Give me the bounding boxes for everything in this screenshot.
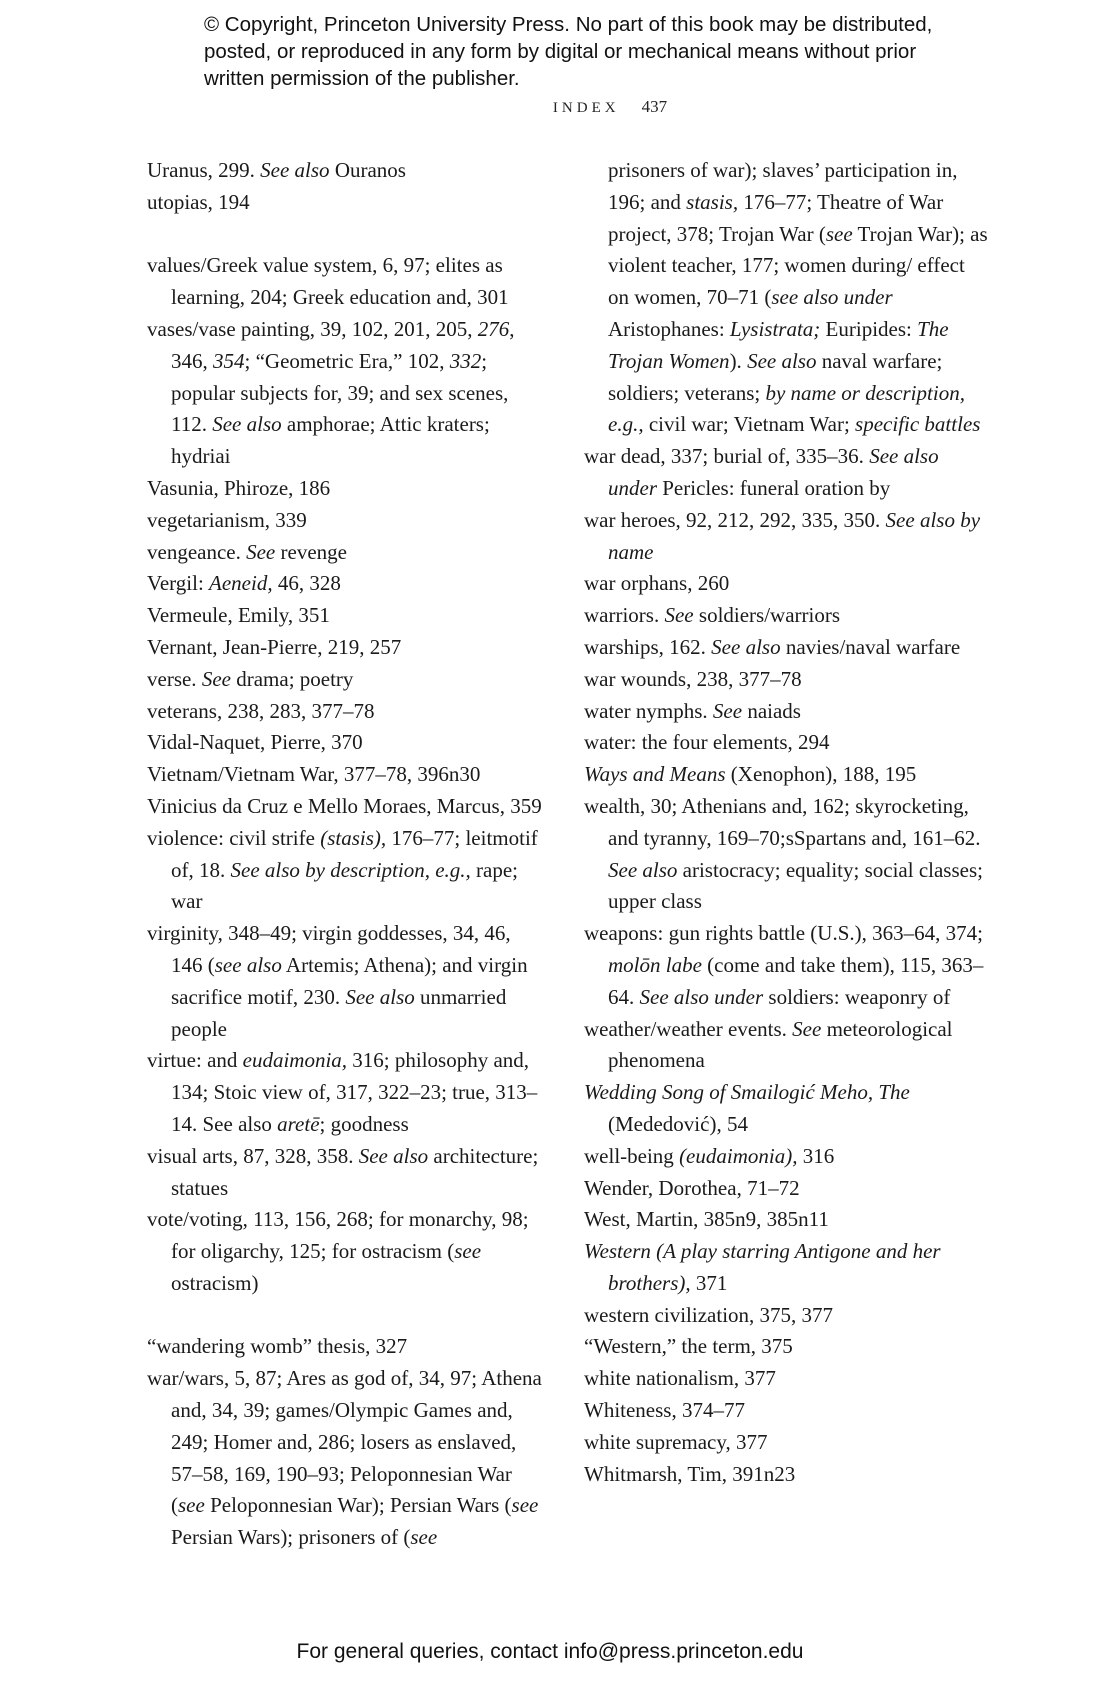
- index-entry: virginity, 348–49; virgin goddesses, 34, 46, 146 (see also Artemis; Athena); and virgin sacrifice motif, 230. See also unmarried people: [147, 921, 528, 1041]
- index-entry: white nationalism, 377: [584, 1366, 776, 1391]
- index-entry: water nymphs. See naiads: [584, 698, 801, 723]
- index-entry: war dead, 337; burial of, 335–36. See also under Pericles: funeral oration by: [584, 444, 939, 500]
- index-entry: war wounds, 238, 377–78: [584, 666, 802, 691]
- index-entry: virtue: and eudaimonia, 316; philosophy and, 134; Stoic view of, 317, 322–23; true, 313–14. See also aretē; goodness: [147, 1048, 538, 1136]
- index-entry: utopias, 194: [147, 189, 250, 214]
- running-head-label: INDEX: [552, 100, 620, 116]
- index-entry: vote/voting, 113, 156, 268; for monarchy, 98; for oligarchy, 125; for ostracism (see ostracism): [147, 1207, 529, 1295]
- index-entry: water: the four elements, 294: [584, 730, 830, 755]
- index-entry: Ways and Means (Xenophon), 188, 195: [584, 762, 917, 787]
- index-entry: white supremacy, 377: [584, 1429, 768, 1454]
- running-head: [0, 97, 1100, 117]
- index-entry: war orphans, 260: [584, 571, 730, 596]
- index-entry: values/Greek value system, 6, 97; elites as learning, 204; Greek education and, 301: [147, 253, 509, 310]
- index-entry: violence: civil strife (stasis), 176–77; leitmotif of, 18. See also by description, e.g., rape; war: [147, 825, 538, 914]
- index-entry: visual arts, 87, 328, 358. See also architecture; statues: [147, 1143, 539, 1200]
- index-entry: prisoners of war); slaves’ participation in, 196; and stasis, 176–77; Theatre of War project, 378; Trojan War (see Trojan War); as violent teacher, 177; women during/ effect on women, 70–71 (see also under Aristophanes: Lysistrata; Euripides: The Trojan Women). See also naval warfare; soldiers; veterans; by name or description, e.g., civil war; Vietnam War; specific battles: [608, 158, 988, 437]
- index-entry: vases/vase painting, 39, 102, 201, 205, 276, 346, 354; “Geometric Era,” 102, 332; popular subjects for, 39; and sex scenes, 112. See also amphorae; Attic kraters; hydriai: [147, 316, 515, 469]
- index-column-left: [147, 155, 547, 1554]
- index-entry: “wandering womb” thesis, 327: [147, 1334, 408, 1359]
- index-entry: wealth, 30; Athenians and, 162; skyrocketing, and tyranny, 169–70;sSpartans and, 161–62. See also aristocracy; equality; social classes; upper class: [584, 793, 983, 914]
- index-entry: veterans, 238, 283, 377–78: [147, 698, 375, 723]
- index-entry: Uranus, 299. See also Ouranos: [147, 158, 406, 182]
- index-entry: weapons: gun rights battle (U.S.), 363–64, 374; molōn labe (come and take them), 115, 363–64. See also under soldiers: weaponry of: [584, 921, 984, 1009]
- index-entry: vengeance. See revenge: [147, 539, 347, 564]
- index-entry: Western (A play starring Antigone and her brothers), 371: [584, 1239, 941, 1295]
- index-entry: Vietnam/Vietnam War, 377–78, 396n30: [147, 762, 481, 787]
- page-number: 437: [641, 97, 668, 116]
- index-entry: Vidal-Naquet, Pierre, 370: [147, 730, 363, 755]
- index-entry: Vasunia, Phiroze, 186: [147, 475, 331, 500]
- index-entry: warriors. See soldiers/warriors: [584, 603, 841, 628]
- index-entry: verse. See drama; poetry: [147, 666, 354, 691]
- index-entry: Vinicius da Cruz e Mello Moraes, Marcus, 359: [147, 793, 542, 818]
- index-entry: war/wars, 5, 87; Ares as god of, 34, 97; Athena and, 34, 39; games/Olympic Games and, 249; Homer and, 286; losers as enslaved, 57–58, 169, 190–93; Peloponnesian War (see Peloponnesian War); Persian Wars (see Persian Wars); prisoners of (see: [147, 1366, 542, 1550]
- index-entry: war heroes, 92, 212, 292, 335, 350. See also by name: [584, 507, 981, 564]
- index-column-right: [584, 155, 989, 1490]
- index-entry: Wender, Dorothea, 71–72: [584, 1175, 800, 1200]
- index-entry: warships, 162. See also navies/naval warfare: [584, 634, 961, 659]
- index-entry: Whiteness, 374–77: [584, 1398, 745, 1423]
- index-entry: western civilization, 375, 377: [584, 1302, 834, 1327]
- copyright-notice: © Copyright, Princeton University Press. No part of this book may be distributed, posted, or reproduced in any form by digital or mechanical means without prior written permission of the publisher.: [204, 13, 933, 90]
- index-entry: Vernant, Jean-Pierre, 219, 257: [147, 634, 402, 659]
- index-entry: Wedding Song of Smailogić Meho, The (Mededović), 54: [584, 1080, 910, 1136]
- index-entry: well-being (eudaimonia), 316: [584, 1143, 835, 1168]
- index-entry: West, Martin, 385n9, 385n11: [584, 1207, 829, 1232]
- index-entry: Whitmarsh, Tim, 391n23: [584, 1461, 796, 1486]
- index-entry: Vermeule, Emily, 351: [147, 603, 330, 628]
- footer-contact: For general queries, contact info@press.princeton.edu: [296, 1640, 804, 1663]
- index-entry: Vergil: Aeneid, 46, 328: [147, 571, 341, 596]
- index-entry: weather/weather events. See meteorological phenomena: [584, 1016, 953, 1073]
- index-entry: vegetarianism, 339: [147, 507, 307, 532]
- index-entry: “Western,” the term, 375: [584, 1334, 793, 1359]
